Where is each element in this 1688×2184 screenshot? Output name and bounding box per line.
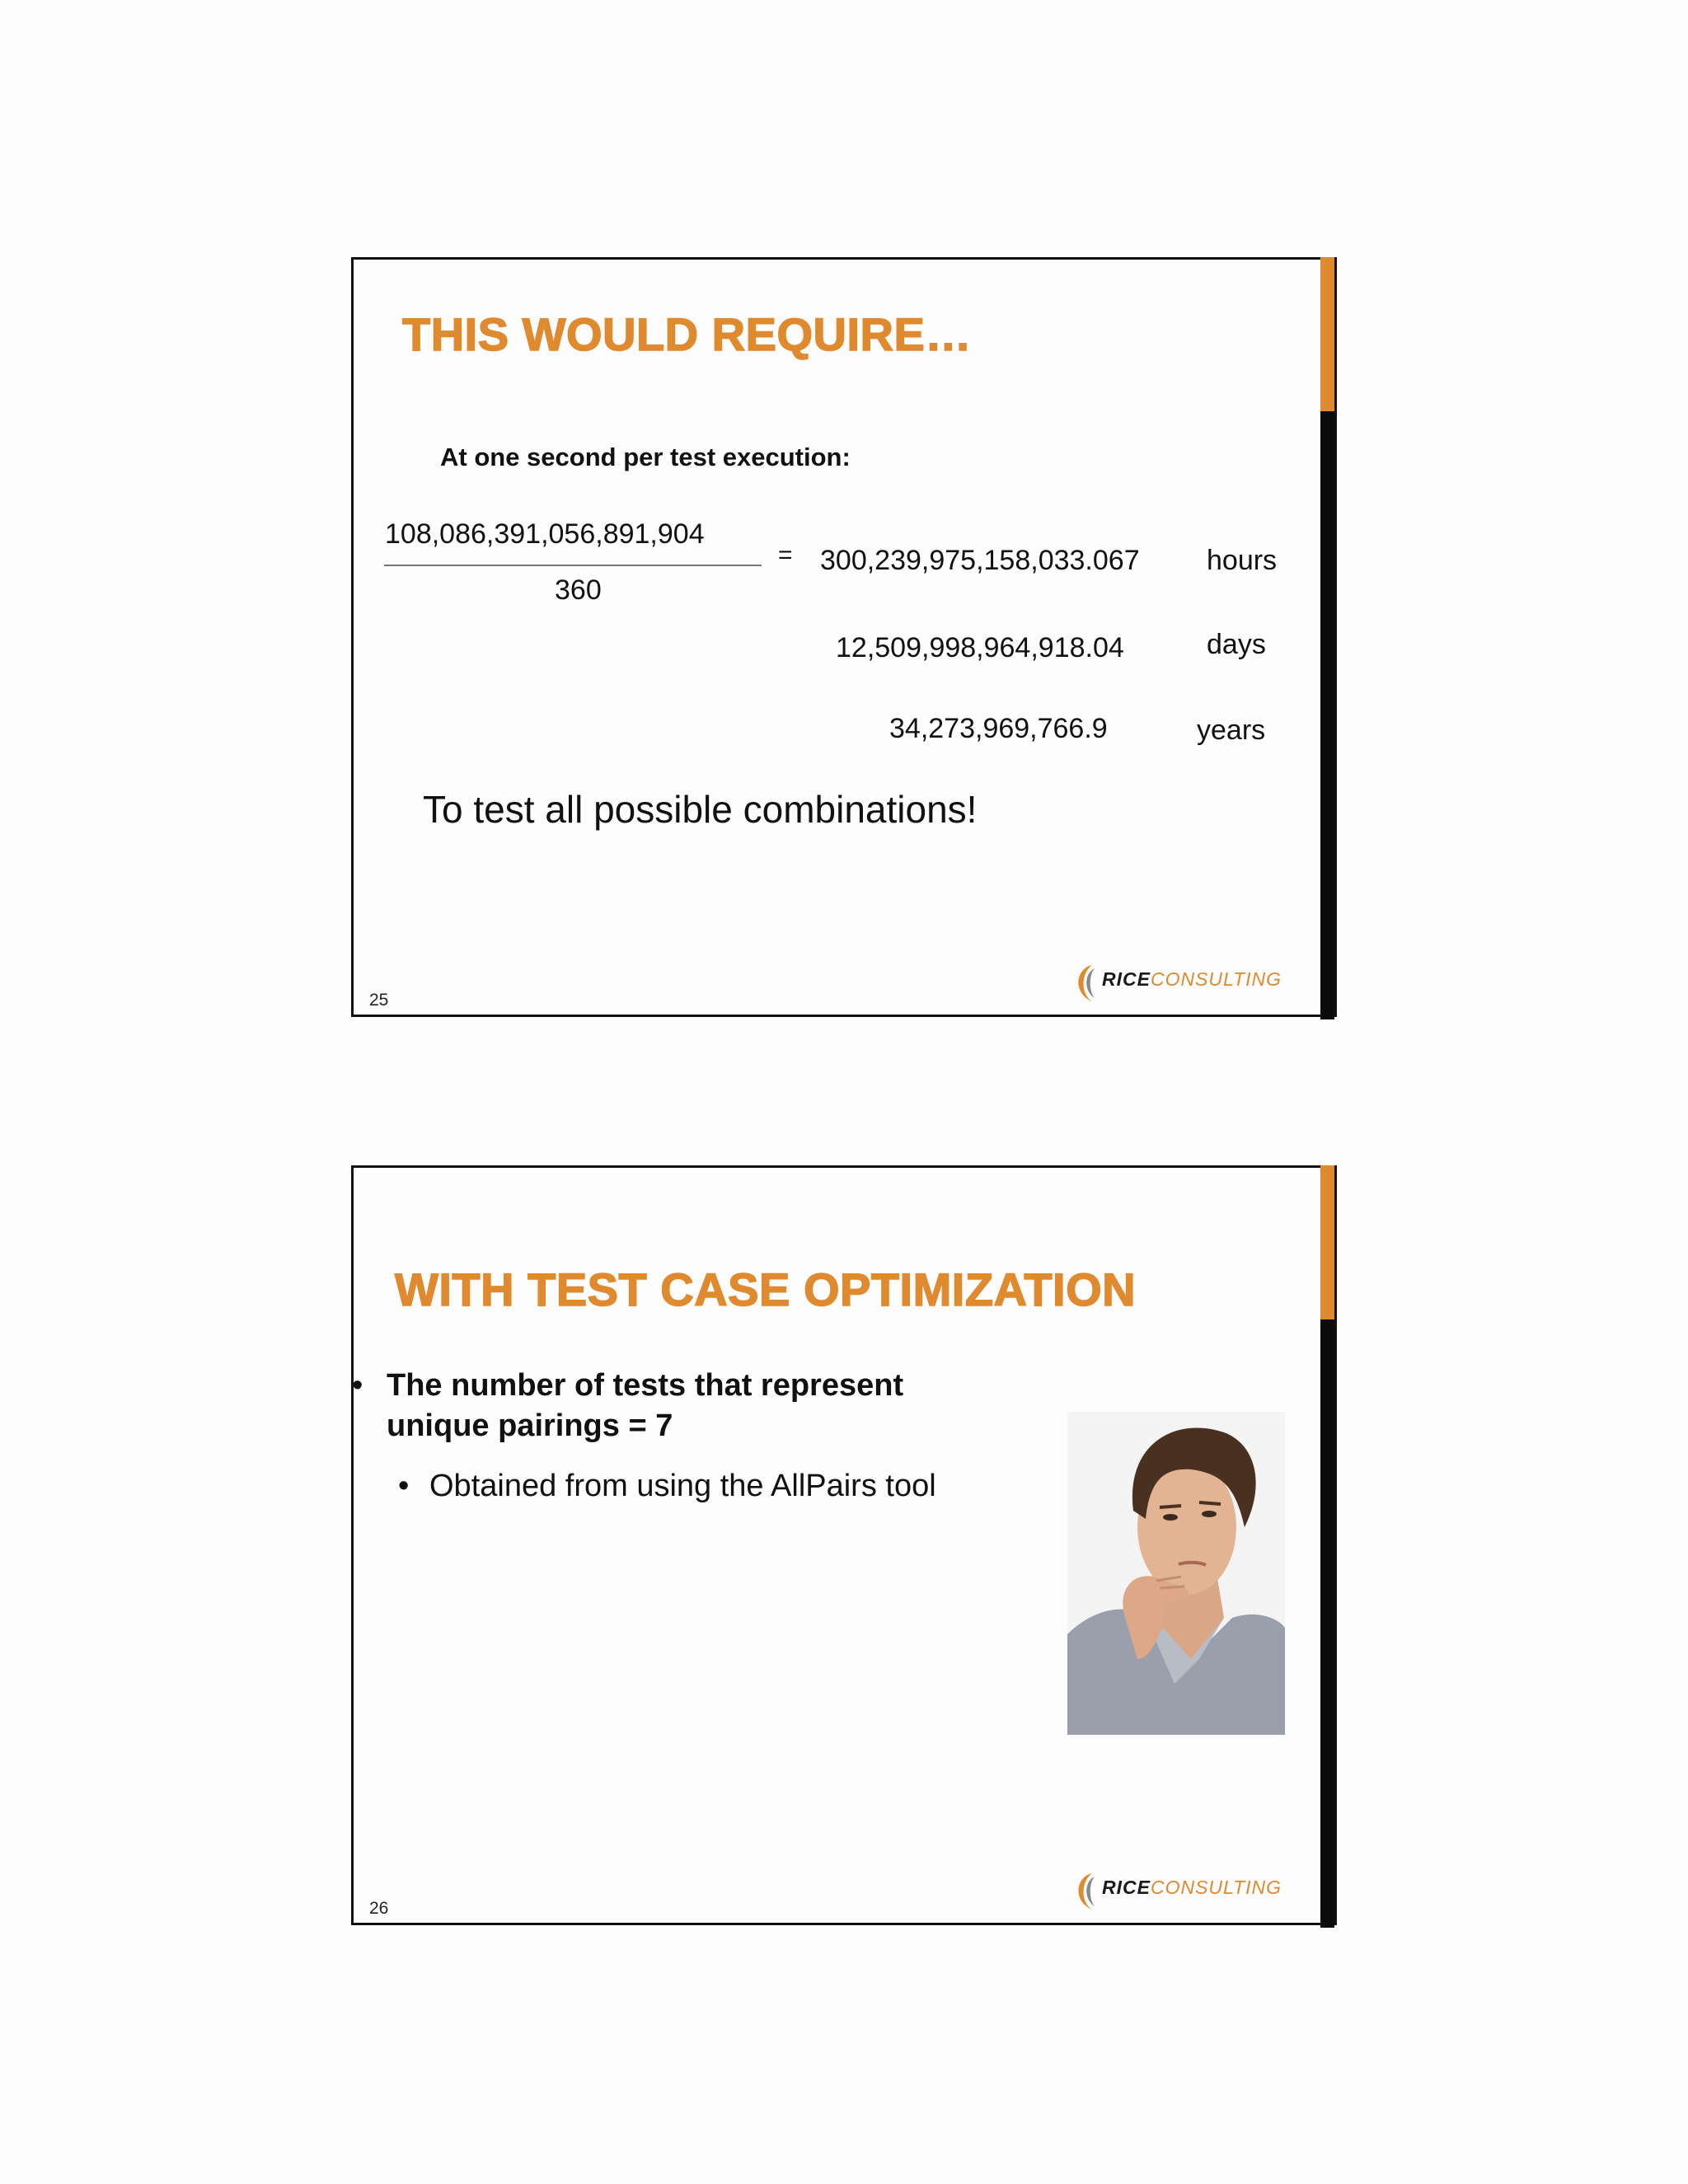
result-unit-years: years [1197, 715, 1266, 746]
slide-25 [351, 257, 1337, 1017]
slide-title: THIS WOULD REQUIRE… [402, 308, 972, 360]
logo-swoosh-icon [1067, 1868, 1107, 1915]
equals-sign: = [778, 541, 793, 569]
logo-text-consulting: CONSULTING [1150, 968, 1282, 990]
numerator: 108,086,391,056,891,904 [385, 518, 705, 550]
sub-bullet-text: Obtained from using the AllPairs tool [429, 1469, 936, 1503]
rice-consulting-logo [1067, 960, 1315, 1006]
thinking-man-photo [1067, 1412, 1285, 1735]
denominator: 360 [555, 574, 602, 606]
conclusion-text: To test all possible combinations! [423, 788, 978, 831]
logo-text-rice: RICE [1102, 1877, 1151, 1898]
result-unit-days: days [1207, 629, 1266, 660]
rice-consulting-logo [1067, 1868, 1315, 1915]
bullet-text: The number of tests that represent unique pairings = 7 [387, 1368, 904, 1443]
sidebar-dark-bar [1320, 411, 1334, 1019]
bullet-dot: • [352, 1368, 363, 1403]
sidebar-dark-bar [1320, 1319, 1334, 1928]
slide-26 [351, 1165, 1337, 1925]
sidebar-accent-bar [1320, 1165, 1334, 1319]
result-value-days: 12,509,998,964,918.04 [836, 632, 1124, 663]
logo-swoosh-icon [1067, 960, 1107, 1006]
page-number: 25 [369, 991, 389, 1010]
bullet-item [352, 1366, 980, 1446]
fraction-line [384, 565, 762, 566]
result-value-hours: 300,239,975,158,033.067 [820, 545, 1140, 576]
logo-text-consulting: CONSULTING [1150, 1877, 1282, 1898]
sidebar-accent-bar [1320, 257, 1334, 411]
sub-bullet-dot: • [398, 1469, 410, 1503]
slide-title: WITH TEST CASE OPTIMIZATION [395, 1263, 1137, 1315]
result-value-years: 34,273,969,766.9 [889, 713, 1108, 744]
page-number: 26 [369, 1899, 389, 1918]
result-unit-hours: hours [1207, 545, 1278, 576]
logo-text-rice: RICE [1102, 968, 1151, 990]
sub-bullet-item [398, 1466, 973, 1507]
slide-subtitle: At one second per test execution: [440, 443, 851, 471]
